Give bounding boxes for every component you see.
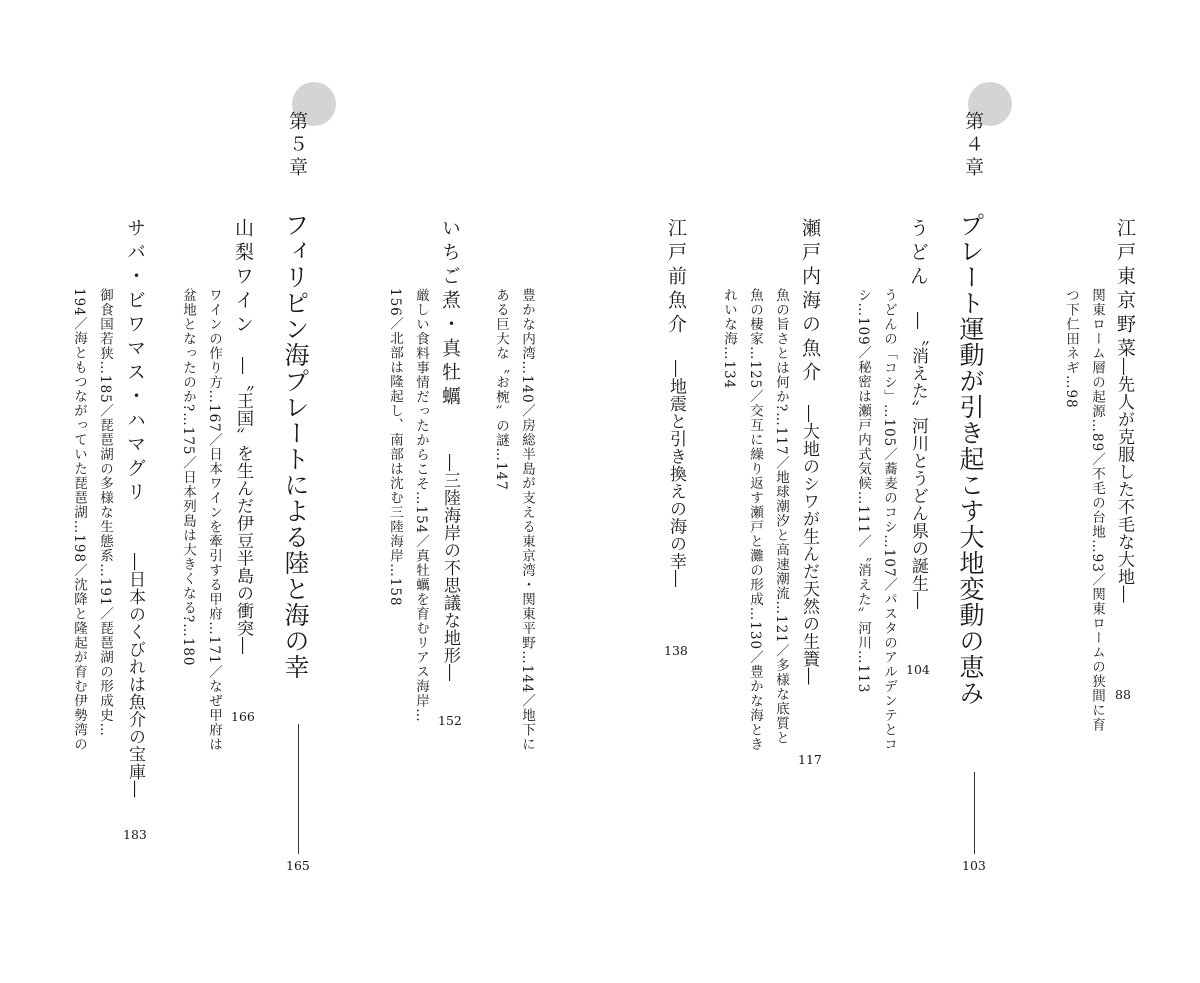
chapter-4-number: 第４章 [962,111,984,180]
section-title-sanriku: いちご煮・真牡蠣 [439,218,461,410]
chapter-4-title: プレート運動が引き起こす大地変動の恵み [956,212,985,706]
page-number-sanriku: 152 [438,713,462,728]
page-number-setouchi: 117 [798,752,822,767]
item-line: 156／北部は隆起し、南部は沈む三陸海岸…158 [387,288,403,607]
section-subtitle-edomae: ―地震と引き換えの海の幸― [666,360,686,588]
item-line: 豊かな内湾…140／房総半島が支える東京湾・関東平野…144／地下に [519,288,535,752]
item-line: つ下仁田ネギ…98 [1063,288,1079,409]
section-subtitle-edo-vegetables: ―先人が克服した不毛な大地― [1114,358,1134,603]
item-line: 魚の旨さとは何か?…117／地球潮汐と高速潮流…121／多様な底質と [773,288,789,746]
item-line: 194／海ともつながっていた琵琶湖…198／沈降と隆起が育む伊勢湾の [71,288,87,752]
section-title-biwamasu: サバ・ビワマス・ハマグリ [124,218,146,506]
item-line: シ…109／秘密は瀬戸内式気候…111／〝消えた〟河川…113 [855,288,871,694]
section-subtitle-yamanashi: ―〝王国〟を生んだ伊豆半島の衝突― [233,357,253,655]
section-title-udon: うどん [907,218,929,290]
section-title-edomae: 江戸前魚介 [665,218,687,338]
item-line: ある巨大な〝お椀〟の謎…147 [493,288,509,491]
page-number-edo-vegetables: 88 [1115,687,1131,702]
section-title-setouchi: 瀬戸内海の魚介 [799,218,821,386]
section-subtitle-sanriku: ―三陸海岸の不思議な地形― [440,454,460,682]
item-line: ワインの作り方…167／日本ワインを牽引する甲府…171／なぜ甲府は [206,288,222,752]
section-items-udon [850,288,902,752]
chapter-5-leader-rule [298,724,299,854]
item-line: うどんの「コシ」…105／蕎麦のコシ…107／パスタのアルデンテとコ [881,288,897,752]
section-subtitle-biwamasu: ―日本のくびれは魚介の宝庫― [125,553,145,798]
page-number-udon: 104 [906,662,930,677]
page-number-yamanashi: 166 [231,709,255,724]
section-title-yamanashi: 山梨ワイン [232,218,254,338]
section-items-edo-vegetables [1058,288,1110,732]
item-line: 魚の棲家…125／交互に繰り返す瀬戸と灘の形成…130／豊かな海とき [747,288,763,752]
section-items-yamanashi [175,288,227,752]
item-line: 厳しい食料事情だったからこそ…154／真牡蠣を育むリアス海岸… [413,288,429,723]
chapter-5-title: フィリピン海プレートによる陸と海の幸 [281,212,310,680]
section-subtitle-udon: ―〝消えた〟河川とうどん県の誕生― [908,312,928,610]
item-line: 盆地となったのか?…175／日本列島は大きくなる?…180 [180,288,196,667]
item-line: 御食国若狭…185／琵琶湖の多様な生態系…191／琵琶湖の形成史… [97,288,113,738]
item-line: れいな海…134 [721,288,737,390]
section-items-edomae [488,288,540,752]
section-subtitle-setouchi: ―大地のシワが生んだ天然の生簀― [799,405,819,685]
page-number-edomae: 138 [664,643,688,658]
section-items-setouchi [716,288,794,752]
page-number-biwamasu: 183 [123,827,147,842]
chapter-5-number: 第５章 [286,111,308,180]
section-title-edo-vegetables: 江戸東京野菜 [1114,218,1136,362]
item-line: 関東ローム層の起源…89／不毛の台地…93／関東ロームの狭間に育 [1089,288,1105,733]
section-items-biwamasu [66,288,118,752]
section-items-sanriku [382,288,434,723]
chapter-4-page: 103 [962,858,986,873]
chapter-5-page: 165 [286,858,310,873]
chapter-4-leader-rule [974,772,975,854]
